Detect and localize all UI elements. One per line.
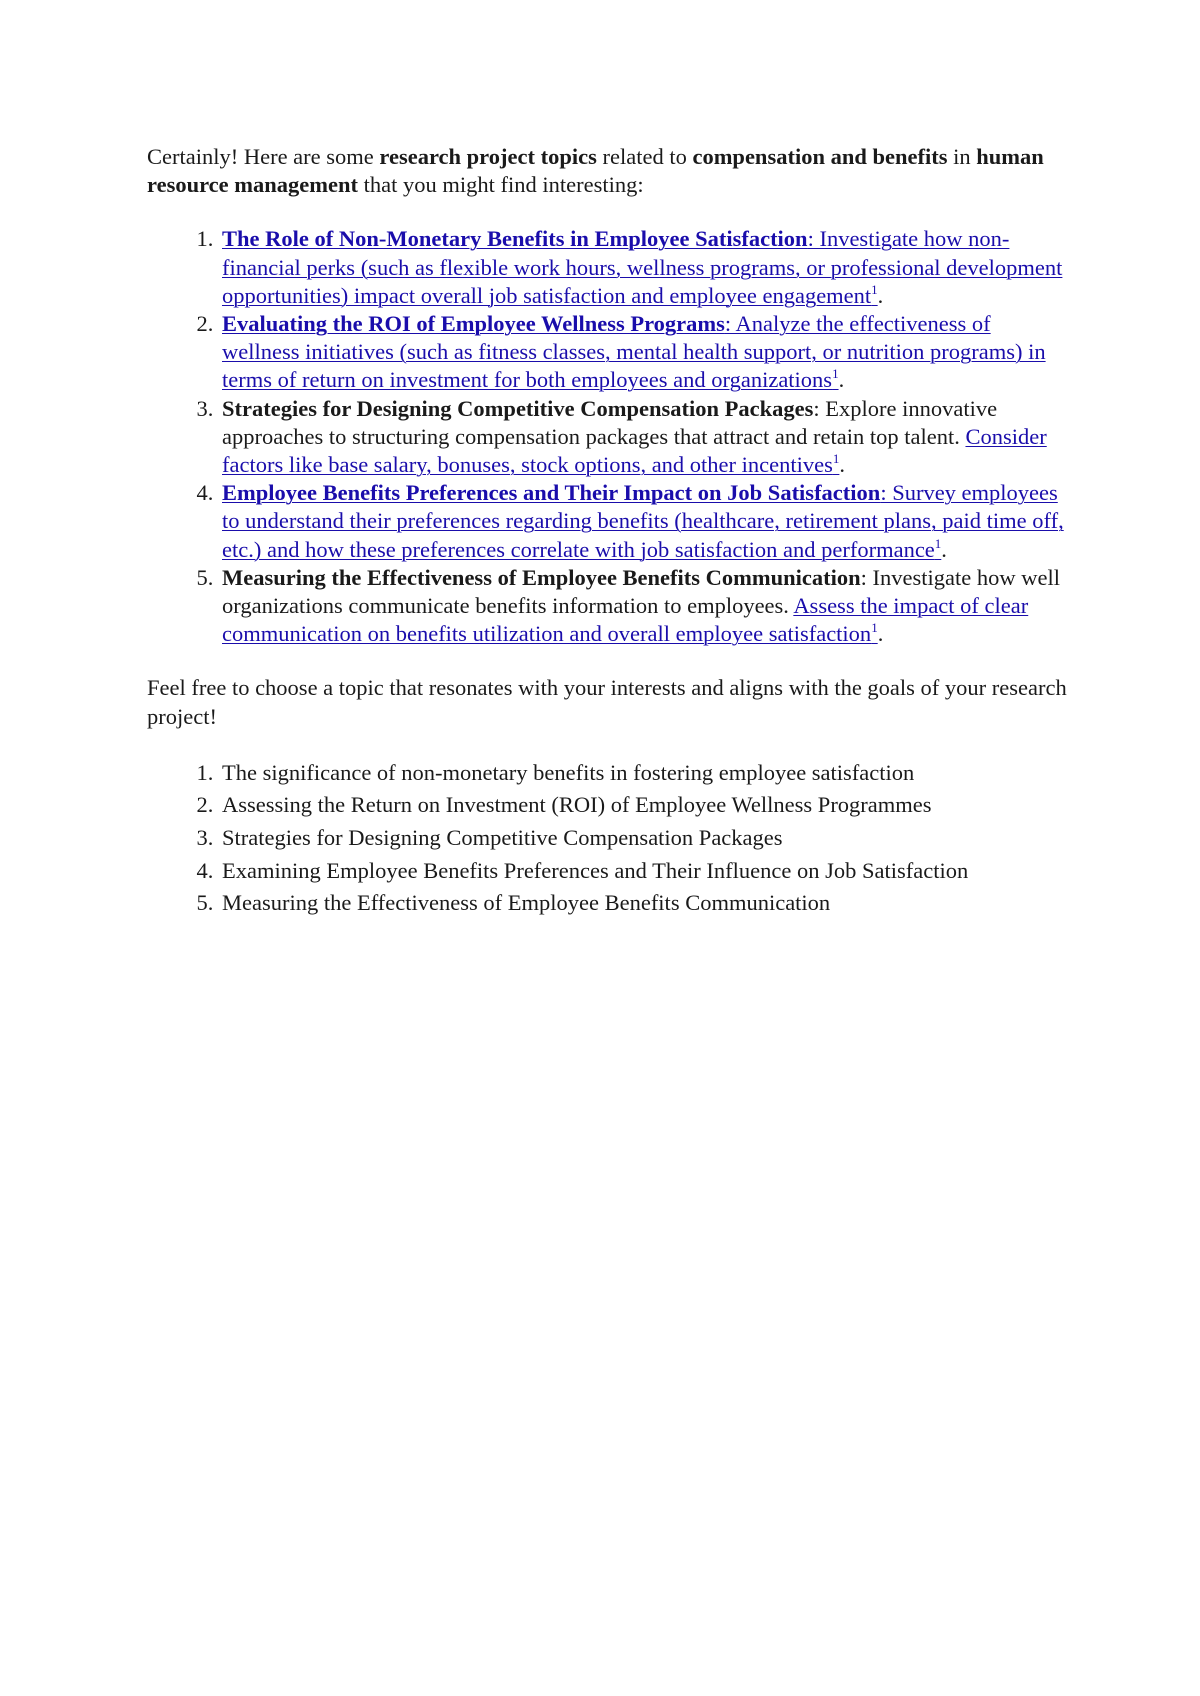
rephrased-topic-2: 2. Assessing the Return on Investment (ROI) of Employee Wellness Programmes	[219, 789, 1072, 822]
topic-5-title: Measuring the Effectiveness of Employee Benefits Communication	[222, 564, 861, 590]
topic-3-end: .	[839, 452, 846, 478]
rephrased-topic-3: 3. Strategies for Designing Competitive Compensation Packages	[219, 822, 1072, 855]
topic-4-link-text: : Survey employees to understand their preferences regarding benefits (healthcare, retirement plans, paid time off, etc.) and how these preferences correlate with job satisfaction and performance	[222, 480, 1064, 562]
closing-paragraph: Feel free to choose a topic that resonates with your interests and aligns with the goals of your research project!	[147, 675, 1067, 729]
topic-2-title: Evaluating the ROI of Employee Wellness Programs	[222, 311, 725, 337]
topic-3-title: Strategies for Designing Competitive Compensation Packages	[222, 395, 814, 421]
intro-paragraph	[147, 143, 1072, 199]
topic-2-link-text: : Analyze the effectiveness of wellness initiatives (such as fitness classes, mental health support, or nutrition programs) in terms of return on investment for both employees and organizations	[222, 311, 1046, 393]
topic-item-5	[219, 564, 1072, 649]
rephrased-topic-1: 1. The significance of non-monetary benefits in fostering employee satisfaction	[219, 757, 1072, 790]
intro-bold-research-topics: research project topics	[379, 144, 597, 169]
topic-5-footnote: 1	[871, 620, 878, 636]
topic-item-2	[219, 310, 1072, 395]
topic-1-link-text: : Investigate how non-financial perks (such as flexible work hours, wellness programs, or professional development opportunities) impact overall job satisfaction and employee engagement	[222, 226, 1063, 308]
topic-item-4	[219, 479, 1072, 564]
topics-list	[147, 225, 1072, 648]
topic-item-3	[219, 395, 1072, 480]
topic-item-1	[219, 225, 1072, 310]
topic-5-link-text: Assess the impact of clear communication on benefits utilization and overall employee satisfaction	[222, 593, 1029, 647]
document-body	[147, 143, 1072, 920]
topic-4-link[interactable]	[222, 480, 1064, 561]
topic-4-footnote: 1	[934, 535, 942, 551]
topic-4-title: Employee Benefits Preferences and Their Impact on Job Satisfaction	[222, 480, 881, 506]
rephrased-topic-4: 4. Examining Employee Benefits Preferences and Their Influence on Job Satisfaction	[219, 855, 1072, 888]
intro-text: Certainly! Here are some	[147, 144, 380, 169]
topic-1-title: The Role of Non-Monetary Benefits in Employee Satisfaction	[222, 226, 808, 252]
rephrased-topic-5: 5. Measuring the Effectiveness of Employee Benefits Communication	[219, 887, 1072, 920]
topic-3-footnote: 1	[832, 451, 840, 467]
topic-3-text: : Explore innovative approaches to structuring compensation packages that attract and retain top talent.	[222, 395, 998, 449]
topic-5-end: .	[877, 621, 884, 647]
topic-4-end: .	[941, 536, 947, 562]
topic-5-text: : Investigate how well organizations communicate benefits information to employees.	[222, 564, 1060, 619]
topic-1-footnote: 1	[871, 281, 878, 297]
intro-bold-comp-benefits: compensation and benefits	[692, 144, 948, 169]
topic-2-link[interactable]	[222, 311, 1046, 392]
topic-1-end: .	[877, 282, 884, 308]
topic-2-end: .	[838, 367, 845, 393]
topic-3-link-text: Consider factors like base salary, bonuses, stock options, and other incentives	[222, 423, 1047, 478]
intro-text: that you might find interesting:	[358, 172, 644, 198]
intro-bold-hrm: human resource management	[147, 144, 1044, 198]
rephrased-topics-list	[147, 757, 1072, 920]
intro-text: in	[947, 144, 977, 169]
intro-text: related to	[596, 144, 693, 169]
topic-1-link[interactable]	[222, 226, 1062, 307]
topic-2-footnote: 1	[832, 366, 839, 382]
